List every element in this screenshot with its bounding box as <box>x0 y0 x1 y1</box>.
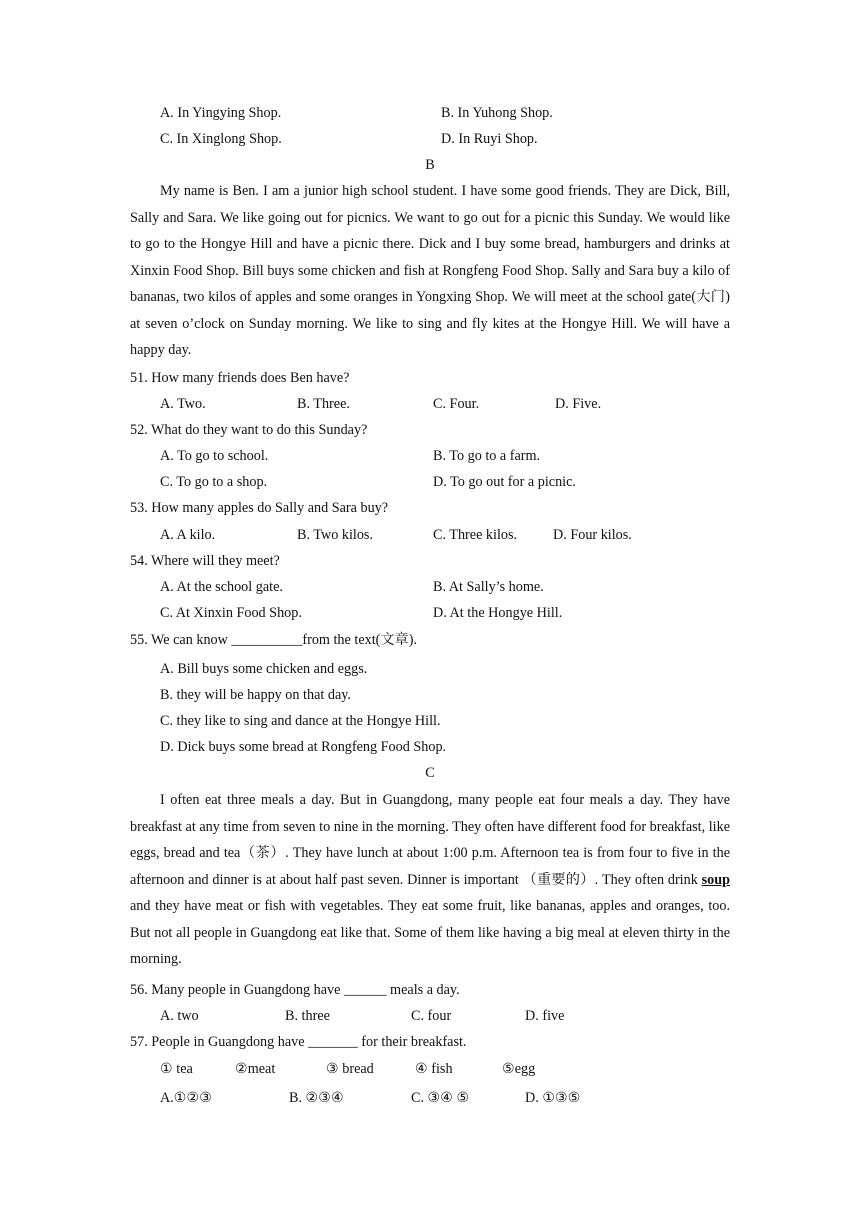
option-b: B. In Yuhong Shop. <box>441 105 553 121</box>
q57-option-a: A.①②③ <box>160 1090 212 1106</box>
q53-option-b: B. Two kilos. <box>297 527 374 543</box>
q57-choice-4: ④ fish <box>415 1061 453 1077</box>
question-57: 57. People in Guangdong have _______ for their breakfast. <box>130 1034 467 1050</box>
q54-option-a: A. At the school gate. <box>160 579 283 595</box>
q54-option-c: C. At Xinxin Food Shop. <box>160 605 302 621</box>
q52-option-a: A. To go to school. <box>160 448 269 464</box>
q51-option-b: B. Three. <box>297 396 350 412</box>
q51-option-a: A. Two. <box>160 396 206 412</box>
section-c-heading: C <box>425 765 435 781</box>
q57-choice-5: ⑤egg <box>502 1061 536 1077</box>
question-55: 55. We can know __________from the text(文章). <box>130 632 418 648</box>
option-a: A. In Yingying Shop. <box>160 105 282 121</box>
q53-option-d: D. Four kilos. <box>553 527 632 543</box>
passage-text-2: and they have meat or fish with vegetables. They eat some fruit, like bananas, apples and oranges, too. But not all people in Guangdong eat like that. Some of them like having a big meal at eleven thirty in the morning. <box>130 898 730 967</box>
q57-option-b: B. ②③④ <box>289 1090 344 1106</box>
question-56: 56. Many people in Guangdong have ______ meals a day. <box>130 982 460 998</box>
question-54: 54. Where will they meet? <box>130 553 280 569</box>
q54-option-d: D. At the Hongye Hill. <box>433 605 563 621</box>
q51-option-d: D. Five. <box>555 396 602 412</box>
q53-option-c: C. Three kilos. <box>433 527 518 543</box>
underlined-word: soup <box>701 871 730 888</box>
q52-option-b: B. To go to a farm. <box>433 448 541 464</box>
option-d: D. In Ruyi Shop. <box>441 131 538 147</box>
section-b-heading: B <box>425 157 435 173</box>
question-52: 52. What do they want to do this Sunday? <box>130 422 368 438</box>
q55-option-a: A. Bill buys some chicken and eggs. <box>160 661 368 677</box>
q52-option-c: C. To go to a shop. <box>160 474 268 490</box>
q56-option-d: D. five <box>525 1008 565 1024</box>
q56-option-b: B. three <box>285 1008 330 1024</box>
q51-option-c: C. Four. <box>433 396 480 412</box>
q53-option-a: A. A kilo. <box>160 527 216 543</box>
passage-text-1: I often eat three meals a day. But in Guangdong, many people eat four meals a day. They have breakfast at any time from seven to nine in the morning. They often have different food for breakfast, like eggs, bread and tea（茶）. They have lunch at about 1:00 p.m. Afternoon tea is from four to five in the afternoon and dinner is at about half past seven. Dinner is important （重要的）. They often drink <box>130 792 730 888</box>
q55-option-d: D. Dick buys some bread at Rongfeng Food Shop. <box>160 739 447 755</box>
q55-option-c: C. they like to sing and dance at the Hongye Hill. <box>160 713 441 729</box>
q52-option-d: D. To go out for a picnic. <box>433 474 576 490</box>
q57-option-c: C. ③④ ⑤ <box>411 1090 470 1106</box>
q56-option-c: C. four <box>411 1008 452 1024</box>
q57-choice-2: ②meat <box>235 1061 276 1077</box>
q57-choice-1: ① tea <box>160 1061 193 1077</box>
section-b-passage: My name is Ben. I am a junior high school student. I have some good friends. They are Dick, Bill, Sally and Sara. We like going out for picnics. We want to go out for a picnic this Sunday. We would like to go to the Hongye Hill and have a picnic there. Dick and I buy some bread, hamburgers and drinks at Xinxin Food Shop. Bill buys some chicken and fish at Rongfeng Food Shop. Sally and Sara buy a kilo of bananas, two kilos of apples and some oranges in Yongxing Shop. We will meet at the school gate(大门) at seven o’clock on Sunday morning. We like to sing and fly kites at the Hongye Hill. We will have a happy day. <box>130 183 730 358</box>
q57-choice-3: ③ bread <box>326 1061 374 1077</box>
q57-option-d: D. ①③⑤ <box>525 1090 581 1106</box>
q55-option-b: B. they will be happy on that day. <box>160 687 351 703</box>
option-c: C. In Xinglong Shop. <box>160 131 282 147</box>
section-c-passage <box>130 787 730 973</box>
q54-option-b: B. At Sally’s home. <box>433 579 544 595</box>
question-53: 53. How many apples do Sally and Sara buy? <box>130 500 389 516</box>
q56-option-a: A. two <box>160 1008 199 1024</box>
question-51: 51. How many friends does Ben have? <box>130 370 350 386</box>
